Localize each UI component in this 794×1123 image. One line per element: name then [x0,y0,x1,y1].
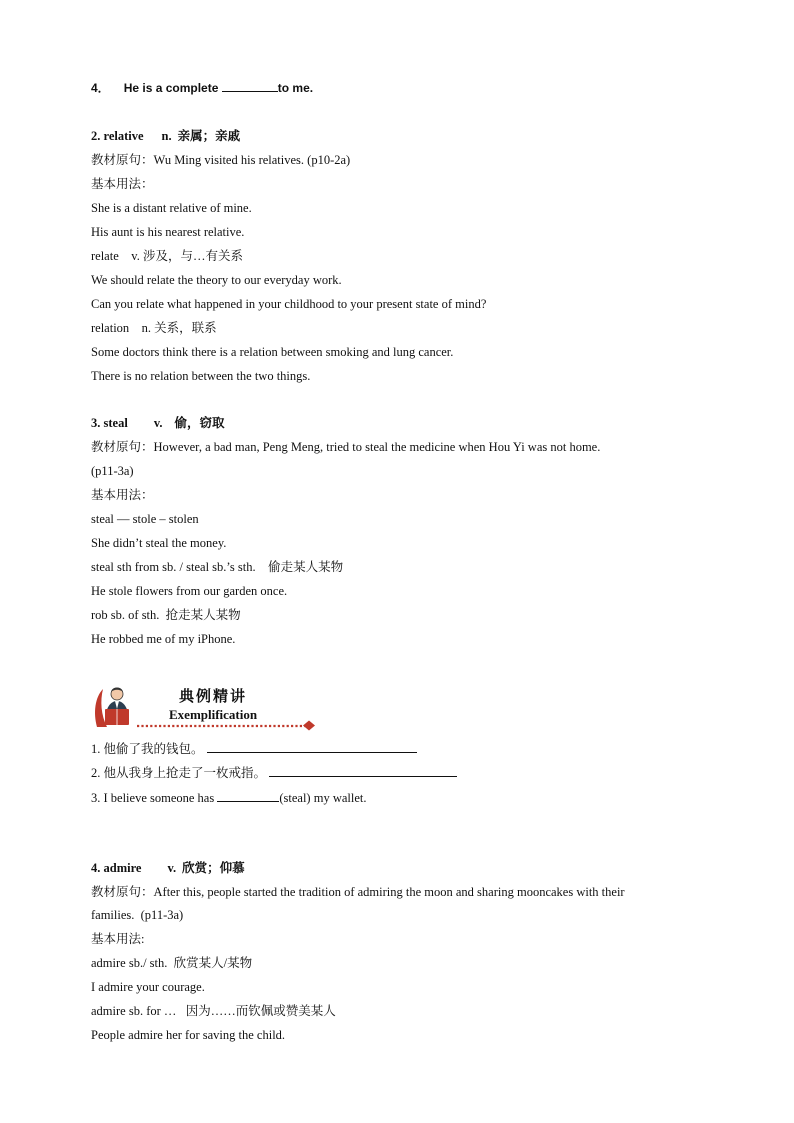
usage-label: 基本用法: [91,932,145,946]
usage-label: 基本用法： [91,488,154,502]
question-text-after: to me. [277,81,314,95]
usage-line: We should relate the theory to our everyday work. [91,273,342,287]
usage-line: Can you relate what happened in your childhood to your present state of mind? [91,297,487,311]
heading-pos: v. [153,416,163,430]
heading-pos: v. [167,861,177,875]
usage-line: His aunt is his nearest relative. [91,225,245,239]
fill-in-question-4 [91,79,313,96]
exercise-text: 1. 他偷了我的钱包。 [91,742,204,756]
original-text: Wu Ming visited his relatives. (p10-2a) [153,153,351,167]
usage-line: steal — stole – stolen [91,512,199,526]
exercise-text-after: (steal) my wallet. [279,791,367,805]
usage-line: admire sb./ sth. 欣赏某人/某物 [91,956,253,970]
original-sentence-cont: (p11-3a) [91,464,134,478]
original-label: 教材原句： [91,885,154,899]
heading-word: 4. admire [91,861,142,875]
usage-line: She didn’t steal the money. [91,536,227,550]
original-sentence-cont: families. (p11-3a) [91,908,184,922]
exemplification-banner [91,683,321,731]
original-sentence [91,884,625,900]
question-text-before: He is a complete [123,81,219,95]
usage-line: relate v. 涉及，与…有关系 [91,249,243,263]
answer-blank[interactable] [269,764,457,777]
original-sentence [91,439,600,455]
original-text: However, a bad man, Peng Meng, tried to steal the medicine when Hou Yi was not home. [153,440,601,454]
usage-line: rob sb. of sth. 抢走某人某物 [91,608,241,622]
usage-line: admire sb. for … 因为……而钦佩或赞美某人 [91,1004,336,1018]
heading-meaning: 亲属；亲戚 [177,129,241,143]
original-label: 教材原句： [91,440,154,454]
original-text: After this, people started the tradition of admiring the moon and sharing mooncakes with their [153,885,625,899]
usage-line: relation n. 关系，联系 [91,321,217,335]
usage-line: I admire your courage. [91,980,205,994]
heading-meaning: 偷，窃取 [174,416,225,430]
answer-blank[interactable] [222,79,278,92]
exercise-1 [91,740,417,757]
banner-title-cn: 典例精讲 [179,687,248,705]
usage-label: 基本用法： [91,177,154,191]
heading-word: 2. relative [91,129,144,143]
usage-line: There is no relation between the two things. [91,369,311,383]
exercise-3 [91,789,366,806]
usage-line: Some doctors think there is a relation between smoking and lung cancer. [91,345,454,359]
banner-title-en: Exemplification [169,707,258,722]
section-heading-relative [91,128,240,144]
section-heading-admire [91,860,245,876]
section-heading-steal [91,415,225,431]
usage-line: He robbed me of my iPhone. [91,632,236,646]
answer-blank[interactable] [207,740,417,753]
exercise-2 [91,764,457,781]
exercise-text-before: 3. I believe someone has [91,791,215,805]
exercise-text: 2. 他从我身上抢走了一枚戒指。 [91,766,267,780]
usage-line: She is a distant relative of mine. [91,201,252,215]
usage-line: steal sth from sb. / steal sb.’s sth. 偷走某人某物 [91,560,344,574]
heading-word: 3. steal [91,416,128,430]
heading-pos: n. [161,129,172,143]
usage-line: He stole flowers from our garden once. [91,584,288,598]
question-number: 4． [91,81,110,95]
answer-blank[interactable] [217,789,279,802]
original-sentence [91,152,350,168]
original-label: 教材原句： [91,153,154,167]
usage-line: People admire her for saving the child. [91,1028,286,1042]
heading-meaning: 欣赏；仰慕 [182,861,245,875]
